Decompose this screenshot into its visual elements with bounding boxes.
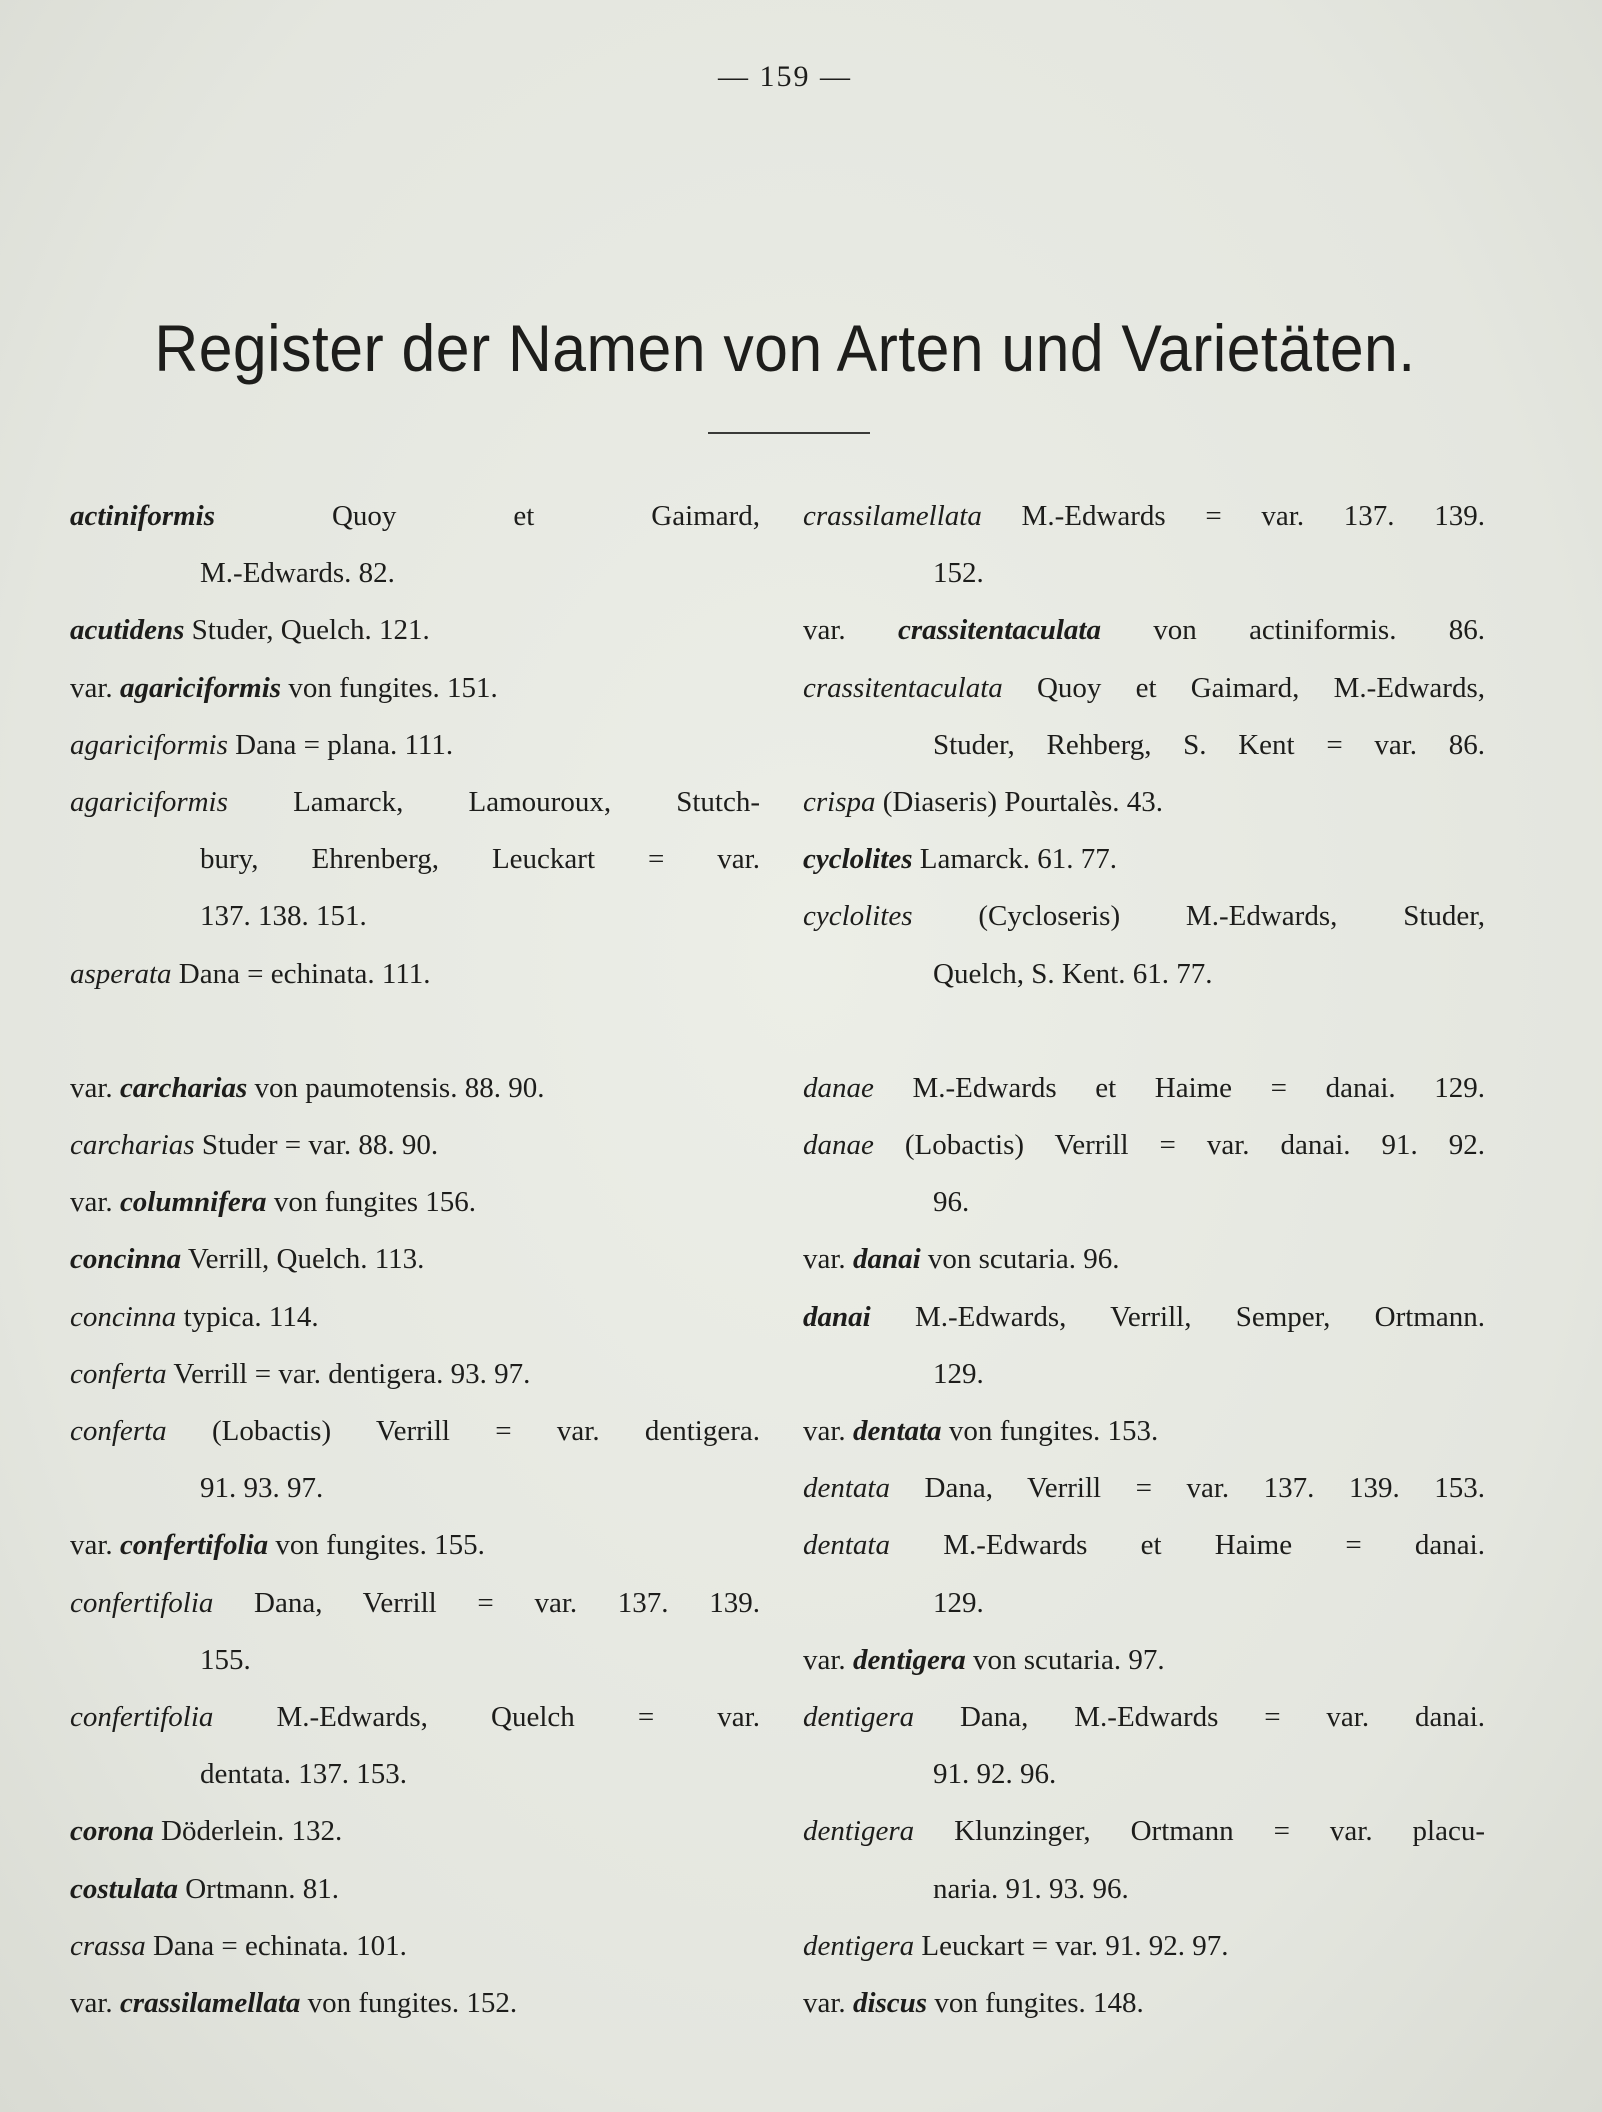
index-line xyxy=(70,1689,760,1746)
index-line xyxy=(70,888,760,945)
index-line xyxy=(70,946,760,1003)
index-entry xyxy=(803,1460,1485,1517)
entry-text: Verrill, Quelch. 113. xyxy=(181,1243,425,1276)
entry-text: Studer, Rehberg, S. Kent = var. 86. xyxy=(933,728,1485,761)
species-name: agariciformis xyxy=(70,786,228,819)
entry-text: Quoy et Gaimard, xyxy=(215,500,760,532)
index-entry xyxy=(70,1231,760,1288)
species-name: danae xyxy=(803,1071,874,1104)
page-number: — 159 — xyxy=(718,60,852,93)
entry-text: dentata. 137. 153. xyxy=(200,1758,407,1791)
index-line xyxy=(803,1060,1485,1117)
entry-text: Quelch, S. Kent. 61. 77. xyxy=(933,957,1213,990)
index-entry xyxy=(70,1803,760,1860)
entry-text: (Lobactis) Verrill = var. dentigera. xyxy=(166,1415,760,1448)
index-line xyxy=(803,660,1485,717)
index-entry xyxy=(803,1060,1485,1117)
index-entry xyxy=(803,1803,1485,1917)
entry-text: M.-Edwards et Haime = danai. xyxy=(890,1529,1485,1562)
entry-text: von scutaria. 96. xyxy=(920,1243,1120,1276)
entry-text: Quoy et Gaimard, M.-Edwards, xyxy=(1002,671,1485,704)
index-line xyxy=(803,1289,1485,1346)
index-entry xyxy=(803,1117,1485,1231)
index-entry xyxy=(803,888,1485,1002)
species-name: cyclolites xyxy=(803,843,913,876)
species-name: corona xyxy=(70,1815,154,1848)
entry-text: Lamarck. 61. 77. xyxy=(912,843,1118,876)
entry-text: Dana = plana. 111. xyxy=(227,728,454,761)
index-line xyxy=(70,1231,760,1288)
species-name: concinna xyxy=(70,1243,182,1276)
entry-text: Dana = echinata. 101. xyxy=(145,1929,407,1962)
index-entry xyxy=(803,1918,1485,1975)
index-entry xyxy=(70,1060,760,1117)
species-name: confertifolia xyxy=(70,1586,214,1619)
entry-text: Dana, Verrill = var. 137. 139. xyxy=(213,1586,760,1619)
index-entry xyxy=(70,602,760,659)
species-name: agariciformis xyxy=(70,728,228,761)
index-entry xyxy=(70,774,760,946)
species-name: asperata xyxy=(70,957,172,990)
species-name: crispa xyxy=(803,786,876,819)
entry-text: 129. xyxy=(933,1586,984,1619)
var-prefix: var. xyxy=(70,1186,120,1219)
species-name: crassitentaculata xyxy=(803,671,1003,704)
index-entry xyxy=(70,717,760,774)
species-name: crassilamellata xyxy=(119,1987,301,2020)
index-entry xyxy=(70,1575,760,1689)
index-line xyxy=(70,1861,760,1918)
species-name: agariciformis xyxy=(119,671,282,704)
index-line xyxy=(803,1575,1485,1632)
entry-text: (Diaseris) Pourtalès. 43. xyxy=(875,786,1164,819)
index-line xyxy=(70,488,760,545)
index-entry xyxy=(803,1975,1485,2032)
index-line xyxy=(70,1517,760,1574)
index-entry xyxy=(70,1174,760,1231)
left-column xyxy=(70,488,760,2032)
entry-text: M.-Edwards = var. 137. 139. xyxy=(981,500,1485,532)
entry-text: M.-Edwards. 82. xyxy=(200,557,395,590)
entry-text: von fungites. 151. xyxy=(281,671,498,704)
species-name: dentata xyxy=(852,1415,942,1448)
index-entry xyxy=(803,1632,1485,1689)
species-name: discus xyxy=(852,1987,928,2020)
index-line xyxy=(803,946,1485,1003)
species-name: danai xyxy=(803,1300,871,1333)
species-name: confertifolia xyxy=(70,1701,214,1734)
var-prefix: var. xyxy=(803,1987,853,2020)
entry-text: typica. 114. xyxy=(176,1300,319,1333)
index-line xyxy=(803,717,1485,774)
entry-text: 137. 138. 151. xyxy=(200,900,367,933)
var-prefix: var. xyxy=(70,1529,120,1562)
index-entry xyxy=(803,1517,1485,1631)
index-line xyxy=(70,1575,760,1632)
entry-text: M.-Edwards et Haime = danai. 129. xyxy=(873,1071,1485,1104)
entry-text: von fungites. 152. xyxy=(300,1987,518,2020)
index-line xyxy=(70,1803,760,1860)
species-name: columnifera xyxy=(119,1186,267,1219)
index-line xyxy=(803,1918,1485,1975)
species-name: dentata xyxy=(803,1472,890,1505)
species-name: danai xyxy=(852,1243,921,1276)
entry-text: von fungites. 148. xyxy=(927,1987,1144,2020)
var-prefix: var. xyxy=(70,1987,120,2020)
index-entry xyxy=(803,831,1485,888)
index-line xyxy=(803,1803,1485,1860)
index-entry xyxy=(70,1517,760,1574)
index-entry xyxy=(70,1861,760,1918)
index-entry xyxy=(70,1403,760,1517)
index-line xyxy=(803,545,1485,602)
index-entry xyxy=(803,1403,1485,1460)
index-line xyxy=(803,1403,1485,1460)
entry-text: Döderlein. 132. xyxy=(153,1815,343,1848)
index-entry xyxy=(803,602,1485,659)
page-title: Register der Namen von Arten und Varietäten. xyxy=(154,311,1416,385)
index-entry xyxy=(803,1289,1485,1403)
species-name: costulata xyxy=(70,1872,178,1905)
index-entry xyxy=(70,1975,760,2032)
entry-text: bury, Ehrenberg, Leuckart = var. xyxy=(200,843,760,876)
index-entry xyxy=(803,774,1485,831)
entry-text: von fungites 156. xyxy=(266,1186,476,1219)
entry-text: (Cycloseris) M.-Edwards, Studer, xyxy=(912,900,1485,933)
entry-text: 96. xyxy=(933,1186,970,1219)
entry-text: 129. xyxy=(933,1357,984,1390)
index-line xyxy=(803,888,1485,945)
index-line xyxy=(803,1117,1485,1174)
species-name: danae xyxy=(803,1129,874,1162)
entry-text: von fungites. 155. xyxy=(268,1529,485,1562)
index-line xyxy=(70,1403,760,1460)
index-entry xyxy=(803,1689,1485,1803)
entry-text: 155. xyxy=(200,1643,251,1676)
index-line xyxy=(70,660,760,717)
index-line xyxy=(803,1517,1485,1574)
entry-text: 91. 92. 96. xyxy=(933,1758,1057,1791)
species-name: dentigera xyxy=(803,1929,915,1962)
species-name: cyclolites xyxy=(803,900,913,933)
index-entry xyxy=(803,1231,1485,1288)
var-prefix: var. xyxy=(803,1415,853,1448)
index-line xyxy=(803,1174,1485,1231)
entry-text: von actiniformis. 86. xyxy=(1100,614,1485,647)
species-name: carcharias xyxy=(119,1071,248,1104)
index-line xyxy=(803,1231,1485,1288)
entry-text: Studer, Quelch. 121. xyxy=(184,614,430,647)
index-line xyxy=(70,831,760,888)
entry-text: Dana, M.-Edwards = var. danai. xyxy=(914,1701,1485,1734)
species-name: confertifolia xyxy=(119,1529,269,1562)
var-prefix: var. xyxy=(70,1071,120,1104)
species-name: dentata xyxy=(803,1529,890,1562)
index-entry xyxy=(70,660,760,717)
entry-text: 91. 93. 97. xyxy=(200,1472,324,1505)
entry-text: von scutaria. 97. xyxy=(965,1643,1165,1676)
index-entry xyxy=(70,488,760,602)
species-name: acutidens xyxy=(70,614,185,647)
species-name: conferta xyxy=(70,1357,167,1390)
entry-text: Leuckart = var. 91. 92. 97. xyxy=(914,1929,1229,1962)
index-entry xyxy=(70,1117,760,1174)
index-entry xyxy=(70,1289,760,1346)
species-name: crassa xyxy=(70,1929,146,1962)
index-line xyxy=(803,602,1485,659)
index-line xyxy=(70,1060,760,1117)
entry-text: Lamarck, Lamouroux, Stutch- xyxy=(227,786,760,819)
index-entry xyxy=(70,1918,760,1975)
index-line xyxy=(803,1460,1485,1517)
index-line xyxy=(803,1861,1485,1918)
index-entry xyxy=(70,946,760,1003)
entry-text: Dana = echinata. 111. xyxy=(171,957,431,990)
index-line xyxy=(803,488,1485,545)
entry-text: M.-Edwards, Quelch = var. xyxy=(213,1701,760,1734)
index-line xyxy=(803,1975,1485,2032)
index-entry xyxy=(803,488,1485,602)
index-line xyxy=(70,545,760,602)
entry-text: 152. xyxy=(933,557,984,590)
index-line xyxy=(803,1746,1485,1803)
var-prefix: var. xyxy=(70,671,120,704)
index-entry xyxy=(803,660,1485,774)
index-line xyxy=(803,1689,1485,1746)
index-line xyxy=(70,1117,760,1174)
species-name: dentigera xyxy=(852,1643,966,1676)
index-line xyxy=(70,1346,760,1403)
entry-text: Ortmann. 81. xyxy=(177,1872,340,1905)
var-prefix: var. xyxy=(803,614,898,647)
entry-text: Verrill = var. dentigera. 93. 97. xyxy=(166,1357,531,1390)
index-line xyxy=(70,1289,760,1346)
species-name: actiniformis xyxy=(70,500,216,532)
index-line xyxy=(803,774,1485,831)
species-name: conferta xyxy=(70,1415,167,1448)
title-rule xyxy=(708,432,870,434)
index-line xyxy=(70,1746,760,1803)
entry-text: Studer = var. 88. 90. xyxy=(194,1129,439,1162)
species-name: dentigera xyxy=(803,1815,915,1848)
index-line xyxy=(70,774,760,831)
index-line xyxy=(803,1346,1485,1403)
index-line xyxy=(803,1632,1485,1689)
index-line xyxy=(70,602,760,659)
species-name: dentigera xyxy=(803,1701,915,1734)
species-name: crassilamellata xyxy=(803,500,982,532)
entry-text: Dana, Verrill = var. 137. 139. 153. xyxy=(890,1472,1485,1505)
entry-text: M.-Edwards, Verrill, Semper, Ortmann. xyxy=(870,1300,1485,1333)
var-prefix: var. xyxy=(803,1243,853,1276)
index-line xyxy=(803,831,1485,888)
index-line xyxy=(70,1975,760,2032)
entry-text: Klunzinger, Ortmann = var. placu- xyxy=(914,1815,1485,1848)
index-line xyxy=(70,1918,760,1975)
species-name: crassitentaculata xyxy=(897,614,1101,647)
index-line xyxy=(70,717,760,774)
var-prefix: var. xyxy=(803,1643,853,1676)
index-line xyxy=(70,1632,760,1689)
index-line xyxy=(70,1460,760,1517)
entry-text: (Lobactis) Verrill = var. danai. 91. 92. xyxy=(873,1129,1485,1162)
species-name: concinna xyxy=(70,1300,177,1333)
index-entry xyxy=(70,1689,760,1803)
entry-text: von fungites. 153. xyxy=(941,1415,1159,1448)
right-column xyxy=(803,488,1485,2032)
entry-text: naria. 91. 93. 96. xyxy=(933,1872,1129,1905)
index-entry xyxy=(70,1346,760,1403)
entry-text: von paumotensis. 88. 90. xyxy=(247,1071,545,1104)
index-line xyxy=(70,1174,760,1231)
species-name: carcharias xyxy=(70,1129,195,1162)
